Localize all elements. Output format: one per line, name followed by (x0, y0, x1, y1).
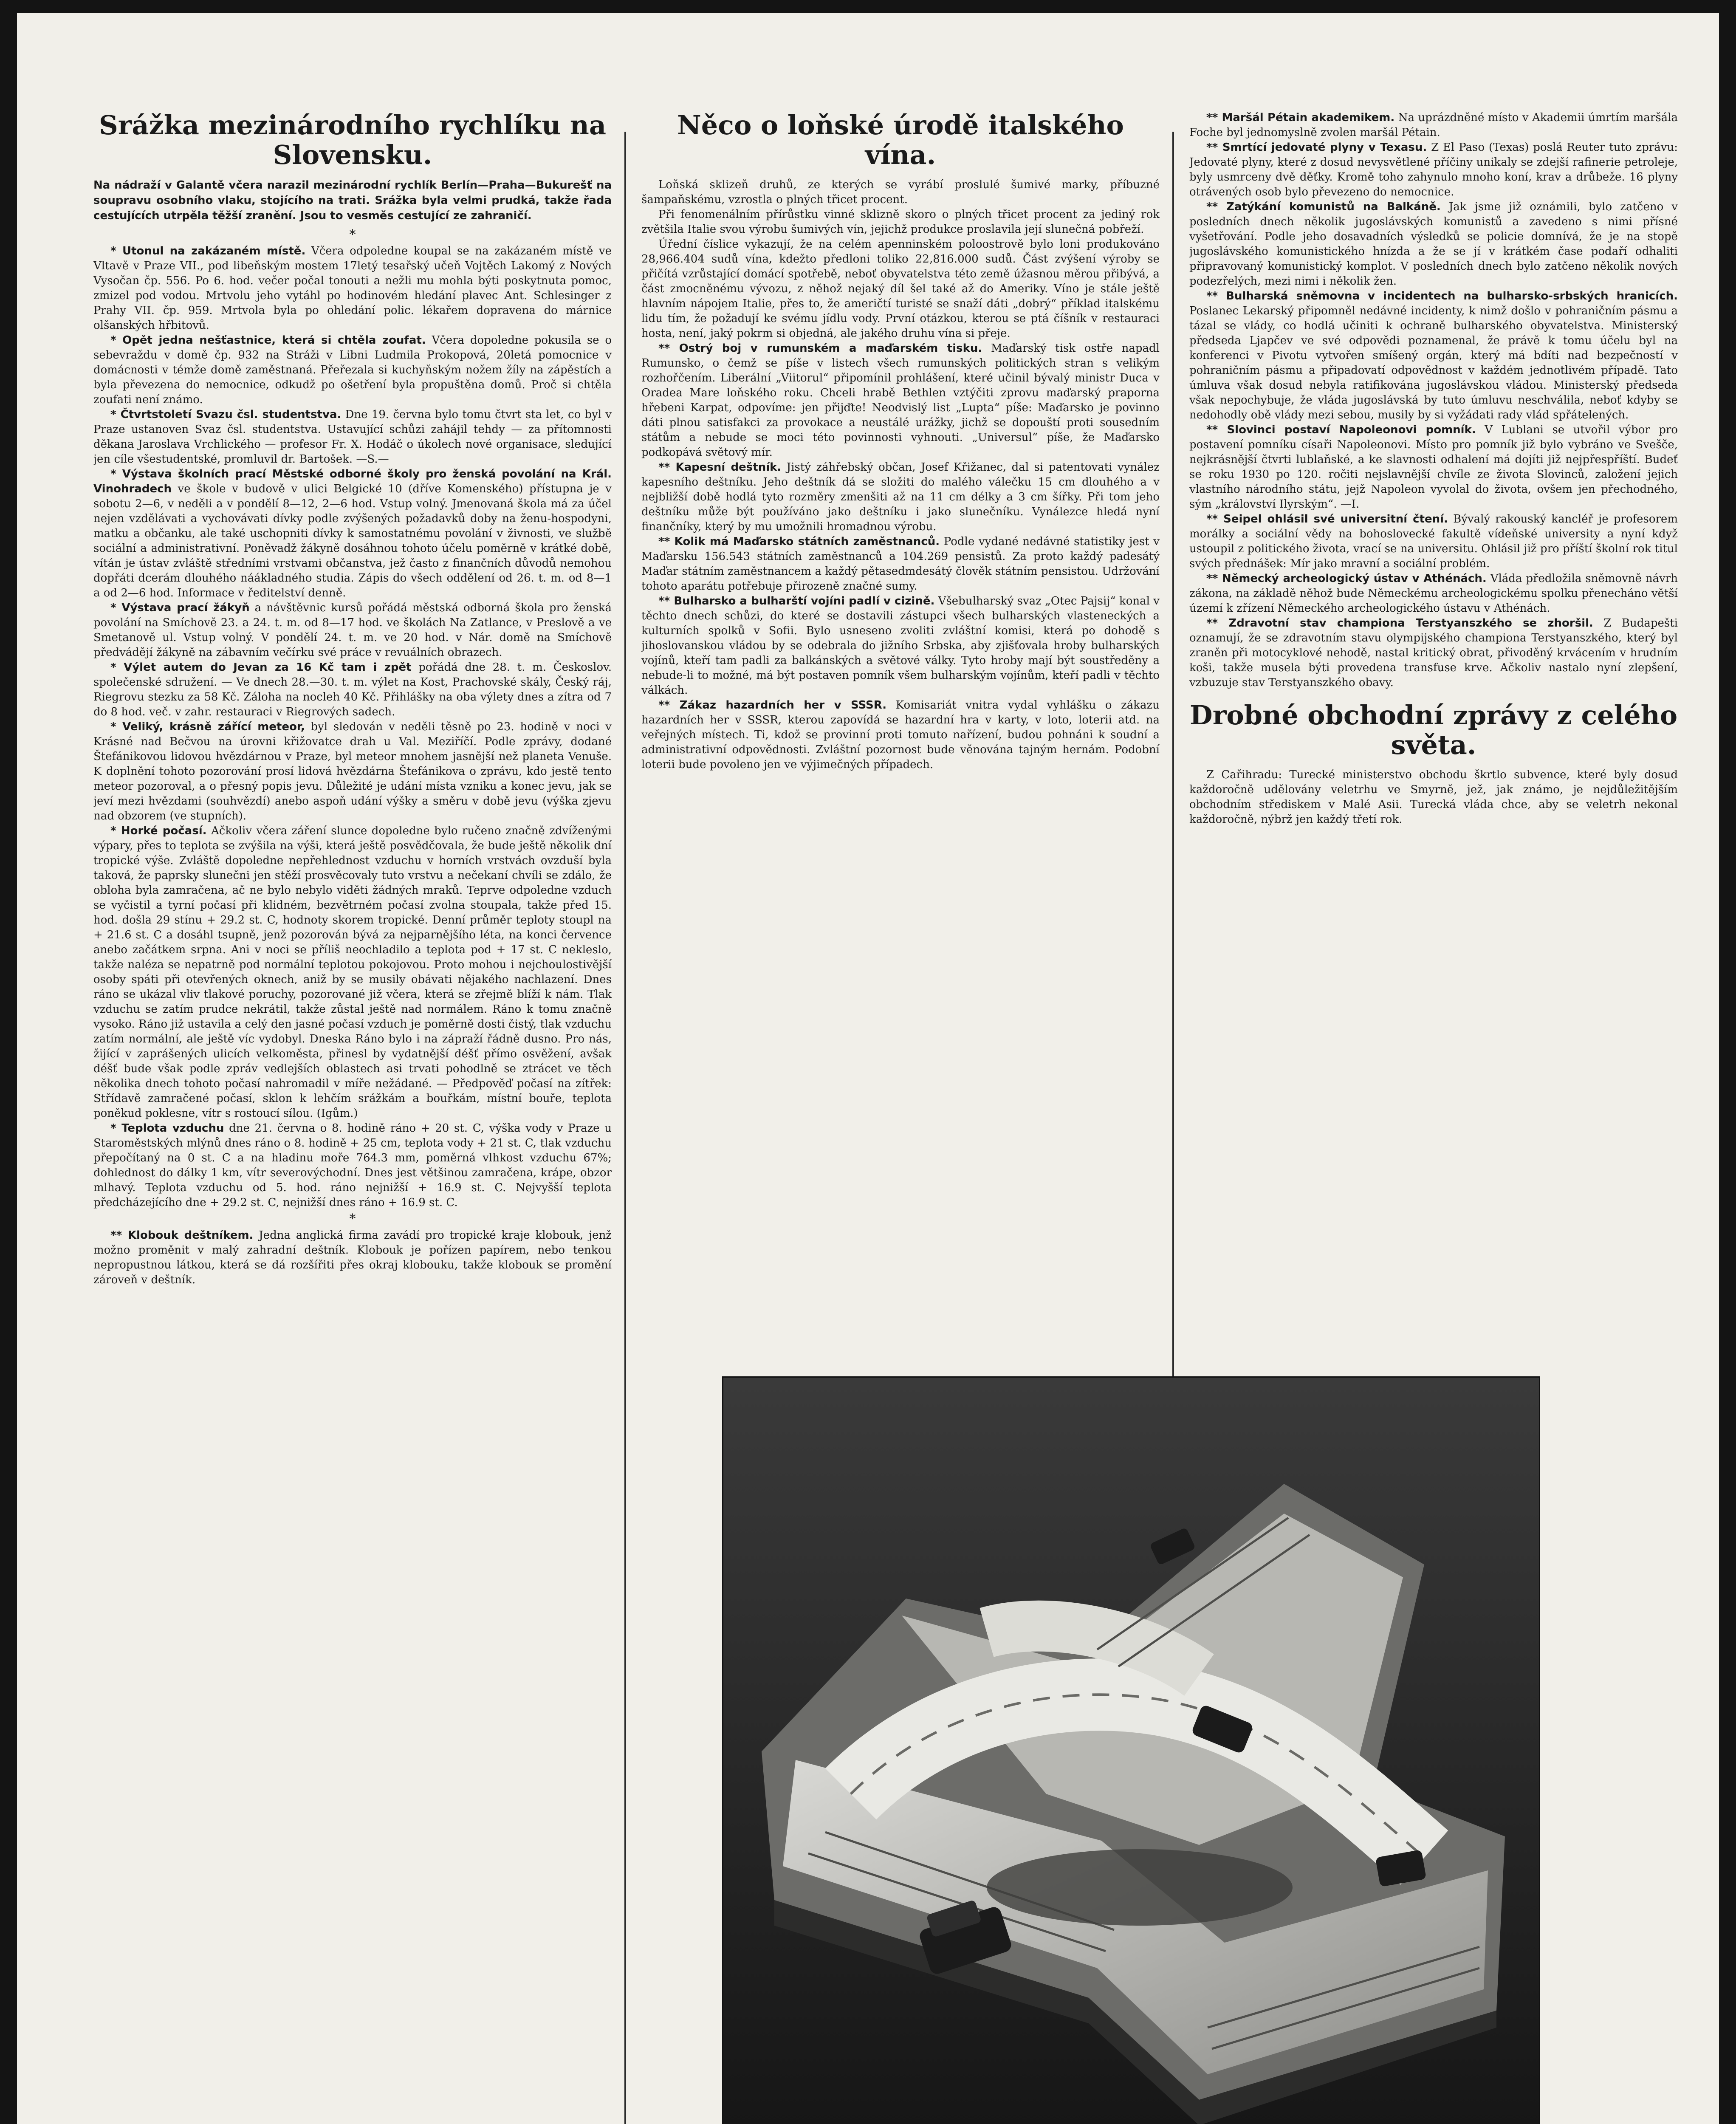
news-item: * Výstava prací žákyň a návštěvnic kursů pořádá městská odborná škola pro ženská povolání na Smíchově 23. a 24. t. m. od 8—17 hod. ve školách Na Zatlance, v Preslově a ve Smetanově ul. Vstup volný. V pondělí 24. t. m. ve 20 hod. v Nár. domě na Smíchově předvádějí žákyně na zábavním večírku své práce v revuálních obrazech. (93, 602, 612, 659)
news-item: ** Zdravotní stav championa Terstyanszkého se zhoršil. Z Budapešti oznamují, že se zdravotním stavu olympijského championa Terstyanszkého, který byl zraněn při motocyklové nehodě, nastal kritický obrat, přivoděný krvácením v hrudním koši, takže musela býti provedena transfuse krve. Ačkoliv nastalo nyní zlepšení, vzbuzuje stav Terstyanszkého obavy. (1189, 617, 1678, 689)
news-item: ** Klobouk deštníkem. Jedna anglická firma zavádí pro tropické kraje klobouk, jenž možno proměnit v malý zahradní deštník. Klobouk je pořízen papírem, nebo tenkou nepropustnou látkou, která se dá rozšířiti přes okraj klobouku, takže klobouk se promění zároveň v deštník. (93, 1229, 612, 1286)
news-item: ** Bulharsko a bulharští vojíni padlí v cizině. Všebulharský svaz „Otec Pajsij“ konal v těchto dnech schůzi, do které se dostavili zástupci všech bulharských vlasteneckých a kulturních spolků v Sofii. Bylo usneseno zvoliti zvláštní komisi, která po dohodě s jihoslovanskou vládou by se odebrala do jižního Srbska, aby zjišťovala hroby bulharských vojínů, kteří tam padli za balkánských a světové války. Tyto hroby mají být soustředěny a nebude-li to možné, má být postaven pomník všem bulharským vojínům, kteří padli v těchto válkách. (641, 595, 1160, 697)
news-item: ** Slovinci postaví Napoleonovi pomník. V Lublani se utvořil výbor pro postavení pomníku císaři Napoleonovi. Místo pro pomník již bylo vybráno ve Svešče, nejkrásnější čtvrti lublaňské, a ke slavnosti odhalení má dojíti již nejpřespříští. Budeť se roku 1930 po 120. ročiti nejslavnější chvíle ze života Slovinců, založení jejich vlastního národního státu, jejž Napoleon vyvolal do života, ovšem jen přechodného, sým „království Ilyrským“. —I. (1189, 424, 1678, 511)
news-item: ** Smrtící jedovaté plyny v Texasu. Z El Paso (Texas) poslá Reuter tuto zprávu: Jedovaté plyny, které z dosud nevysvětlené příčiny unikaly se zdejší rafinerie petroleje, byly usmrceny dvě děťky. Kromě toho zahynulo mnoho koní, krav a drůbeže. 16 plyny otrávených osob bylo převezeno do nemocnice. (1189, 141, 1678, 198)
article-title: Něco o loňské úrodě italského vína. (677, 110, 1124, 170)
news-item: ** Kolik má Maďarsko státních zaměstnanců. Podle vydané nedávné statistiky jest v Maďarsku 156.543 státních zaměstnanců a 104.269 pensistů. Za proto každý padesátý Maďar státním zaměstnancem a každý pětasedmdesátý člověk státním pensistou. Udržování tohoto aparátu potřebuje přirozeně značné sumy. (641, 535, 1160, 593)
article-title: Srážka mezinárodního rychlíku na Slovensku. (99, 110, 607, 170)
column-2 (641, 110, 1160, 1436)
news-item: * Veliký, krásně zářící meteor, byl sledován v neděli těsně po 23. hodině v noci v Krásné nad Bečvou na úrovni křižovatce drah u Val. Meziříčí. Podle zprávy, dodané Štefánikovou lidovou hvězdárnou v Praze, byl meteor mnohem jasnější než planeta Venuše. K doplnění tohoto pozorování prosí lidová hvězdárna Štefánikova o zprávu, kdo jestě tento meteor pozoroval, a o přesný popis jevu. Důležité je udání místa vzniku a konec jevu, jak se jeví mezi hvězdami (souhvězdí) anebo aspoň udání výšky a směru v době jevu (výška zjevu nad obzorem (ve stupních). (93, 720, 612, 822)
news-item: * Výstava školních prací Městské odborné školy pro ženská povolání na Král. Vinohradech ve škole v budově v ulici Belgické 10 (dříve Komenského) přístupna je v sobotu 2—6, v neděli a v pondělí 8—12, 2—6 hod. Vstup volný. Jmenovaná škola má za účel nejen vzdělávati a vychovávati dívky podle zvýšených požadavků doby na ženu-hospodyni, matku a občanku, ale také uschopniti dívky k samostatnému povolání v živnosti, ve službě sociální a administrativní. Poněvadž žákyně dosáhnou tohoto účelu poměrně v krátké době, vítán je ústav zvláště středními vrstvami občanstva, jež často z finančních důvodů nemohou dopřáti dcerám dlouhého náákladného studia. Zápis do všech oddělení od 26. t. m. od 8—1 a od 2—6 hod. Informace v ředitelství denně. (93, 468, 612, 599)
news-item: ** Maršál Pétain akademikem. Na uprázdněné místo v Akademii úmrtím maršála Foche byl jednomyslně zvolen maršál Pétain. (1189, 111, 1678, 139)
news-item: * Teplota vzduchu dne 21. června o 8. hodině ráno + 20 st. C, výška vody v Praze u Staroměstských mlýnů dnes ráno o 8. hodině + 25 cm, teplota vody + 21 st. C, tlak vzduchu přepočítaný na 0 st. C a na hladinu moře 764.3 mm, poměrná vlhkost vzduchu 67%; dohlednost do dálky 1 km, vítr severovýchodní. Dnes jest většinou zamračena, krápe, obzor mlhavý. Teplota vzduchu od 5. hod. ráno nejnižší + 16.9 st. C. Nejvyšší teplota předcházejícího dne + 29.2 st. C, nejnižší dnes ráno + 16.9 st. C. (93, 1122, 612, 1209)
news-item: * Čtvrtstoletí Svazu čsl. studentstva. Dne 19. června bylo tomu čtvrt sta let, co byl v Praze ustanoven Svaz čsl. studentstva. Ustavující schůzi zahájil tehdy — za přítomnosti děkana Jaroslava Vrchlického — profesor Fr. X. Hodáč o úkolech nové organisace, sledující jen cíle všestudentské, promluvil dr. Bartošek. —S.— (93, 408, 612, 466)
news-item: * Horké počasí. Ačkoliv včera záření slunce dopoledne bylo ručeno značně zdvíženými výpary, přes to teplota se zvýšila na výši, která ještě posvědčovala, že bude ještě několik dní tropické výše. Zvláště dopoledne nepřehlednost vzduchu v horních vrstvách ovzduší byla taková, že paprsky slunečni jen stěží prosvěcovaly tuto vrstvu a nečekaní chvíli se zdálo, že obloha byla zamračena, ač ne bylo nebylo viděti žádných mraků. Teprve odpoledne vzduch se vyčistil a tyrní počasí při klidném, bezvětrném počasí zvolna stoupala, takže před 15. hod. došla 29 stínu + 29.2 st. C, hodnoty skorem tropické. Denní průměr teploty stoupl na + 21.6 st. C a dosáhl tsupně, jenž pozorován bývá za nejparnějšího léta, na konci července anebo začátkem srpna. Ani v noci se příliš neochladilo a teplota pod + 17 st. C nekleslo, takže naléza se nepatrně pod normální teplotou pokojovou. Proto mohou i nejchoulostivější osoby spáti při otevřených oknech, aniž by se musily obávati nějakého nachlazení. Dnes ráno se ukázal vliv tlakové poruchy, pozorované již včera, která se zřejmě blíží k nám. Tlak vzduchu se zatím prudce nekrátil, takže zůstal ještě nad normálem. Ráno k tomu značně vysoko. Ráno již ustavila a celý den jasné počasí vzduch je poměrně dosti čistý, tlak vzduchu zatím normální, ale ještě víc vydobyl. Dneska Ráno bylo i na zápraží řádně dusno. Pro nás, žijící v zaprášených ulicích velkoměsta, přinesl by vydatnější déšť přímo osvěžení, avšak déšť bude však podle zpráv vedlejších oblastech asi trvati pohodlně se ztrácet ve těch několika dnech tohoto počasí nahromadil v míře nežádané. — Předpověď počasí na zítřek: Střídavě zamračené počasí, sklon k lehčím srážkám a bouřkám, místní bouře, teplota poněkud poklesne, vítr s rostoucí sílou. (Igům.) (93, 825, 612, 1120)
section-separator: * (349, 1212, 356, 1226)
news-item: ** Ostrý boj v rumunském a maďarském tisku. Maďarský tisk ostře napadl Rumunsko, o čemž se píše v listech všech rumunských politických stran s velikým rozhořčením. Liberální „Viitorul“ připomínil prohlášení, které učinil bývalý ministr Duca v Oradea Mare loňského roku. Chceli hrabě Bethlen vztýčiti zprovu maďarský praporna hřebeni Karpat, odpovíme: jen přijďte! Neodvislý list „Lupta“ píše: Maďarsko je povinno dáti plnou satisfakci za provokace a neustálé urážky, jichž se dopouští proti sousedním státům a nebude se moci této povinnosti vyhnouti. „Universul“ píše, že Maďarsko podkopává světový mír. (641, 342, 1160, 459)
section-title: Drobné obchodní zprávy z celého světa. (1189, 700, 1678, 760)
column-rule (1172, 132, 1174, 1427)
column-1 (93, 110, 612, 2124)
news-item: ** Zatýkání komunistů na Balkáně. Jak jsme již oznámili, bylo zatčeno v posledních dnech několik jugoslávských komunistů a zavedeno s nimi přísné vyšetřování. Podle jeho dosavadních výsledků se policie domnívá, že je na stopě jugoslávského komunistického hnízda a že se jí v krátkém čase podaří odhaliti připravovaný komunistický komplot. V posledních dnech bylo zatčeno několik nových podezřelých, mezi nimi i několik žen. (1189, 201, 1678, 288)
news-item: ** Bulharská sněmovna v incidentech na bulharsko-srbských hranicích. Poslanec Lekarský připomněl nedávné incidenty, k nimž došlo v pohraničním pásmu a tázal se vlády, co hodlá učiniti k ochraně bulharského obyvatelstva. Ministerský předseda Ljapčev ve své odpovědi poznamenal, že právě k tomu účelu byl na konferenci v Pivotu vytvořen smíšený orgán, který má bdíti nad bezpečností v pohraničním pásmu a připadovatí odpovědnost v každém jednotlivém případě. Tato úmluva však dosud nebyla ratifikována jugoslávskou vládou. Ministerský předseda však nepochybuje, že vláda jugoslávská by tuto úmluvu neschválila, neboť kdyby se nedohodly obě vlády mezi sebou, musily by si vyžádati rady vlád spřátelených. (1189, 290, 1678, 421)
column-rule (624, 132, 626, 2124)
news-item: ** Německý archeologický ústav v Athénách. Vláda předložila sněmovně návrh zákona, na základě něhož bude Německému archeologickému spolku přenecháno větší území k zřízení Německého archeologického ústavu v Athénách. (1189, 572, 1678, 615)
trade-news: Z Cařihradu: Turecké ministerstvo obchodu škrtlo subvence, které byly dosud každoročně udělovány veletrhu ve Smyrně, jež, jak známo, je nejdůležitějším obchodním střediskem v Malé Asii. Turecká vláda chce, aby se veletrh nekonal každoročně, nýbrž jen každý třetí rok. (1189, 768, 1678, 826)
intersection-model-photo (722, 1376, 1540, 2124)
article-paragraph: Loňská sklizeň druhů, ze kterých se vyrábí proslulé šumivé marky, příbuzné šampaňskému, vzrostla o plných třicet procent. (641, 178, 1160, 206)
news-item: ** Zákaz hazardních her v SSSR. Komisariát vnitra vydal vyhlášku o zákazu hazardních her v SSSR, kterou zapovídá se hazardní hra v karty, v loto, loterii atd. na veřejných místech. Ti, kdož se provinní proti tomuto nařízení, budou pohnáni k soudní a administrativní odpovědnosti. Zvláštní pozornost bude věnována tajným hernám. Podobní loterii bude povoleno jen ve výjimečných případech. (641, 699, 1160, 771)
article-paragraph: Úřední číslice vykazují, že na celém apenninském poloostrově bylo loni produkováno 28,966.404 sudů vína, kdežto předloni toliko 22,816.000 sudů. Část zvýšení výroby se přičítá vzrůstající domácí spotřebě, neboť obyvatelstva této země úžasnou měrou přibývá, a část zmocněnému vývozu, z něhož nejaký díl šel také až do Ameriky. Víno je stále ještě hlavním nápojem Italie, přes to, že američtí turisté se snaží dáti „dobrý“ příklad italskému lidu tím, že požadují ke svému jídlu vody. První otázkou, kterou se ptá číšník v restauraci hosta, není, jaký pokrm si objedná, ale jakého druhu vína si přeje. (641, 238, 1160, 340)
article-lead: Na nádraží v Galantě včera narazil mezinárodní rychlík Berlín—Praha—Bukurešť na soupravu osobního vlaku, stojícího na trati. Srážka byla velmi prudká, takže řada cestujících utrpěla těžší zranění. Jsou to vesměs cestující ze zahraničí. (93, 179, 612, 222)
news-items (93, 244, 612, 1288)
news-item: * Opět jedna nešťastnice, která si chtěla zoufat. Včera dopoledne pokusila se o sebevraždu v domě čp. 932 na Stráži v Libni Ludmila Prokopová, 20letá pomocnice v domácnosti v témže domě zaměstnaná. Přeřezala si kuchyňským nožem žíly na zápěstích a byla převezena do nemocnice, odkudž po ošetření byla propuštěna domů. Proč si chtěla zoufati není známo. (93, 334, 612, 406)
newspaper-page (17, 13, 1719, 2124)
section-separator: * (349, 227, 356, 242)
news-items (641, 341, 1160, 772)
news-items (1189, 110, 1678, 690)
article-paragraph: Při fenomenálním přírůstku vinné sklizně skoro o plných třicet procent za jediný rok zvětšila Italie svou výrobu šumivých vín, jejichž produkce proslavila její slunečná pobřeží. (641, 208, 1160, 236)
news-item: ** Kapesní deštník. Jistý záhřebský občan, Josef Křižanec, dal si patentovati vynález kapesního deštníku. Jeho deštník dá se složiti do malého válečku 15 cm dlouhého a v nejbližší době hodlá tyto rozměry zmenšiti až na 11 cm délky a 3 cm šířky. Při tom jeho deštníku může být používáno jako deštníku i jako slunečníku. Vynálezce hledá nyní finančníky, který by mu umožnili hromadnou výrobu. (641, 461, 1160, 533)
intersection-model-illustration (723, 1378, 1539, 2124)
news-item: * Výlet autem do Jevan za 16 Kč tam i zpět pořádá dne 28. t. m. Českoslov. společenské sdružení. — Ve dnech 28.—30. t. m. výlet na Kost, Prachovské skály, Český ráj, Riegrovu stezku za 58 Kč. Záloha na nocleh 40 Kč. Přihlášky na oba výlety dnes a zítra od 7 do 8 hod. več. v zahr. restauraci v Riegrových sadech. (93, 661, 612, 718)
news-item: ** Seipel ohlásil své universitní čtení. Bývalý rakouský kancléř je profesorem morálky a sociální vědy na bohoslovecké fakultě vídeňské university a nyní když ustoupil z politického života, vrací se na universitu. Ohlásil již pro příští školní rok titul svých přednášek: Mír jako mravní a sociální problém. (1189, 513, 1678, 570)
news-item: * Utonul na zakázaném místě. Včera odpoledne koupal se na zakázaném místě ve Vltavě v Praze VII., pod libeňským mostem 17letý tesařský učeň Vojtěch Lakomý z Nových Vysočan čp. 556. Po 6. hod. večer počal tonouti a nežli mu mohla býti poskytnuta pomoc, zmizel pod vodou. Mrtvolu jeho vytáhl po hodinovém hledání plavec Ant. Schlesinger z Prahy VII. čp. 959. Mrtvola byla po ohledání polic. lékařem dopravena do márnice olšanských hřbitovů. (93, 245, 612, 332)
